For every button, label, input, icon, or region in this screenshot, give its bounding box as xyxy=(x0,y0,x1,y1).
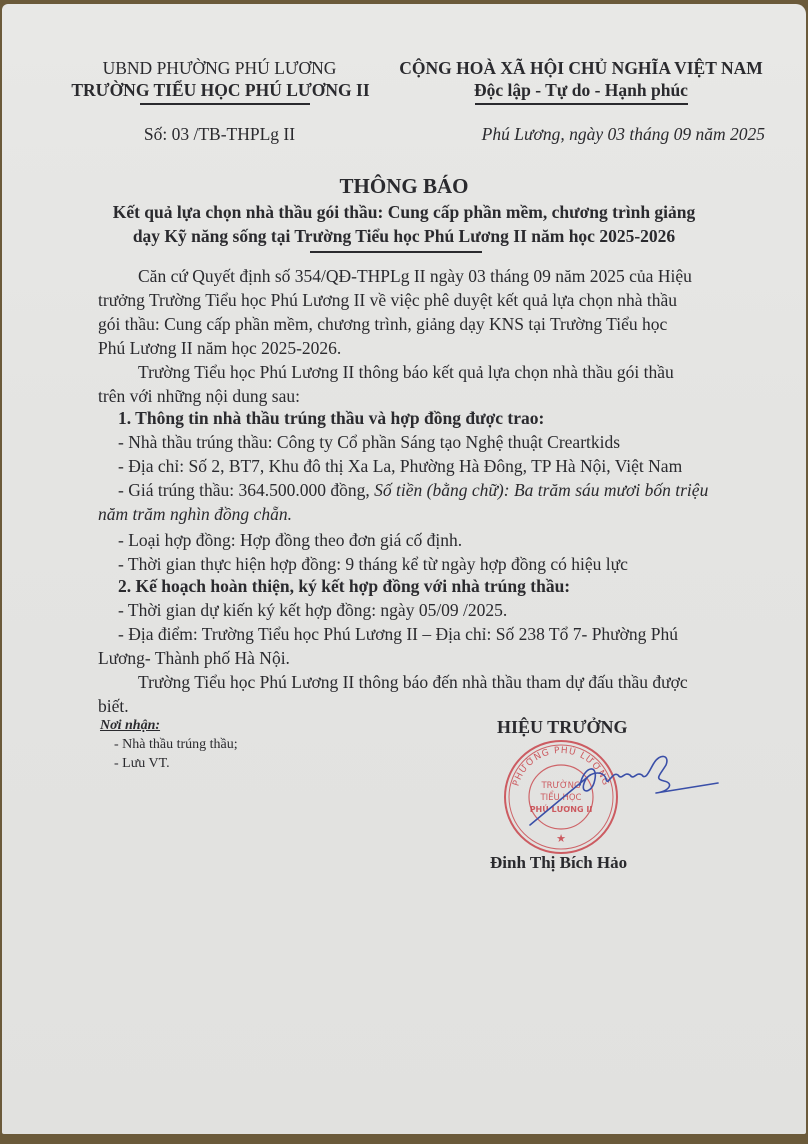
place-date: Phú Lương, ngày 03 tháng 09 năm 2025 xyxy=(481,124,765,144)
subtitle-underline xyxy=(310,251,482,253)
price-value: - Giá trúng thầu: 364.500.000 đồng, xyxy=(118,480,375,500)
paragraph-1-line: trưởng Trường Tiểu học Phú Lương II về việc phê duyệt kết quả lựa chọn nhà thầu xyxy=(98,290,677,310)
paragraph-2-line: Trường Tiểu học Phú Lương II thông báo kết quả lựa chọn nhà thầu gói thầu xyxy=(138,362,674,382)
document-title: THÔNG BÁO xyxy=(339,174,469,198)
national-title: CỘNG HOÀ XÃ HỘI CHỦ NGHĨA VIỆT NAM xyxy=(399,58,763,78)
winner-line: - Nhà thầu trúng thầu: Công ty Cổ phần Sáng tạo Nghệ thuật Creartkids xyxy=(118,432,621,452)
agency-name: UBND PHƯỜNG PHÚ LƯƠNG xyxy=(102,58,337,78)
price-in-words-cont: năm trăm nghìn đồng chẵn. xyxy=(98,504,292,524)
contract-duration-line: - Thời gian thực hiện hợp đồng: 9 tháng kể từ ngày hợp đồng có hiệu lực xyxy=(118,554,628,574)
section-1-heading: 1. Thông tin nhà thầu trúng thầu và hợp đồng được trao: xyxy=(118,408,545,428)
sign-date-line: - Thời gian dự kiến ký kết hợp đồng: ngày 05/09 /2025. xyxy=(118,600,508,620)
recipient-item: - Nhà thầu trúng thầu; xyxy=(114,737,238,752)
seal-inner-text: TRƯỜNG xyxy=(541,781,581,791)
address-line: - Địa chỉ: Số 2, BT7, Khu đô thị Xa La, Phường Hà Đông, TP Hà Nội, Việt Nam xyxy=(118,456,683,476)
motto-underline xyxy=(475,103,688,105)
paragraph-2-line: trên với những nội dung sau: xyxy=(98,386,300,406)
school-name-underline xyxy=(140,103,310,105)
location-line: - Địa điểm: Trường Tiểu học Phú Lương II – Địa chỉ: Số 238 Tổ 7- Phường Phú xyxy=(118,624,679,644)
closing-line-cont: biết. xyxy=(98,696,129,716)
national-motto: Độc lập - Tự do - Hạnh phúc xyxy=(474,80,688,100)
recipients-label: Nơi nhận: xyxy=(100,718,161,733)
signature-icon xyxy=(520,745,720,835)
seal-inner-text: TIỂU HỌC xyxy=(540,793,582,803)
contract-type-line: - Loại hợp đồng: Hợp đồng theo đơn giá cố định. xyxy=(118,530,463,550)
paragraph-1-line: Phú Lương II năm học 2025-2026. xyxy=(98,338,342,358)
document-number: Số: 03 /TB-THPLg II xyxy=(143,124,296,144)
document-subtitle-line2: dạy Kỹ năng sống tại Trường Tiểu học Phú Lương II năm học 2025-2026 xyxy=(132,226,676,246)
recipient-item: - Lưu VT. xyxy=(114,756,170,771)
document-subtitle-line1: Kết quả lựa chọn nhà thầu gói thầu: Cung cấp phần mềm, chương trình giảng xyxy=(112,202,696,222)
price-in-words: Số tiền (bằng chữ): Ba trăm sáu mươi bốn triệu xyxy=(374,480,709,500)
school-name: TRƯỜNG TIỂU HỌC PHÚ LƯƠNG II xyxy=(71,80,370,100)
seal-outer-text: PHƯỜNG PHÚ LƯƠNG xyxy=(511,745,611,788)
svg-text:★: ★ xyxy=(556,832,566,845)
location-line-cont: Lương- Thành phố Hà Nội. xyxy=(98,648,290,668)
price-line xyxy=(118,480,708,501)
signer-name: Đinh Thị Bích Hảo xyxy=(490,853,628,872)
closing-line: Trường Tiểu học Phú Lương II thông báo đến nhà thầu tham dự đấu thầu được xyxy=(138,672,688,692)
seal-inner-text: PHÚ LƯƠNG II xyxy=(529,805,593,814)
paragraph-1-line: Căn cứ Quyết định số 354/QĐ-THPLg II ngày 03 tháng 09 năm 2025 của Hiệu xyxy=(138,266,692,286)
signer-title: HIỆU TRƯỞNG xyxy=(497,717,628,737)
section-2-heading: 2. Kế hoạch hoàn thiện, ký kết hợp đồng với nhà trúng thầu: xyxy=(118,576,571,596)
paragraph-1-line: gói thầu: Cung cấp phần mềm, chương trình, giảng dạy KNS tại Trường Tiểu học xyxy=(98,314,668,334)
